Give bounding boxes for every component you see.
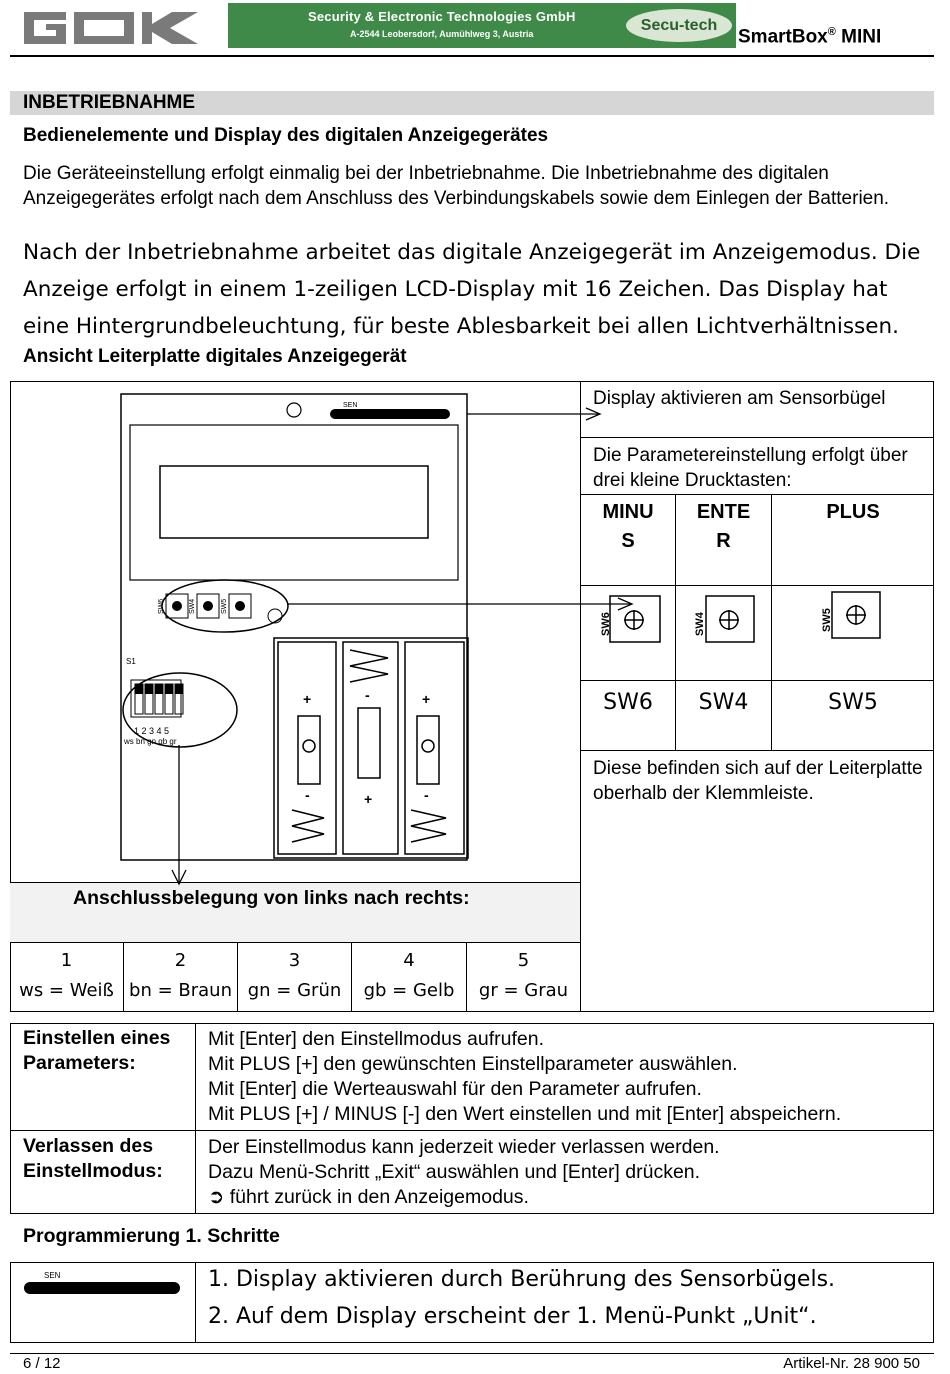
settings-label-exit: Verlassen des Einstellmodus: (23, 1135, 163, 1182)
svg-text:+: + (303, 691, 312, 707)
section-title: INBETRIEBNAHME (23, 92, 196, 113)
article-number: Artikel-Nr. 28 900 50 (783, 1355, 920, 1372)
sen-label: SEN (343, 402, 358, 409)
wire-color: gr = Grau (478, 980, 569, 1001)
svg-text:SW5: SW5 (221, 598, 228, 614)
pcb-view-title: Ansicht Leiterplatte digitales Anzeigegerät (23, 346, 407, 367)
wire-color: gb = Gelb (363, 980, 455, 1001)
subheading: Bedienelemente und Display des digitalen Anzeigegerätes (23, 125, 549, 146)
step-item: 2. Auf dem Display erscheint der 1. Menü-Punkt „Unit“. (208, 1304, 817, 1329)
location-note: Diese befinden sich auf der Leiterplatte oberhalb der Klemmleiste. (593, 758, 923, 804)
svg-text:-: - (424, 787, 429, 803)
footer-divider (10, 1353, 934, 1354)
svg-text:-: - (365, 687, 370, 703)
svg-text:SW6: SW6 (158, 598, 165, 614)
plus-button-label: PLUS (826, 501, 880, 523)
programming-title: Programmierung 1. Schritte (23, 1225, 280, 1247)
enter-button-label: ENTE R (696, 501, 751, 552)
step-item: 1. Display aktivieren durch Berührung des Sensorbügels. (208, 1267, 836, 1292)
settings-label-set: Einstellen eines Parameters: (23, 1027, 171, 1074)
settings-line: ➲ führt zurück in den Anzeigemodus. (208, 1186, 529, 1208)
minus-button-label: MINU S (602, 501, 654, 552)
sw6-label: SW6 (603, 690, 653, 715)
svg-text:+: + (422, 691, 431, 707)
secutech-logo: Secu-tech (626, 9, 732, 42)
wire-color: bn = Braun (129, 980, 232, 1001)
svg-text:SW5: SW5 (821, 608, 833, 632)
wire-number: 2 (174, 950, 187, 971)
settings-line: Mit [Enter] die Werteauswahl für den Parameter aufrufen. (208, 1078, 702, 1100)
company-address: A-2544 Leobersdorf, Aumühlweg 3, Austria (350, 29, 534, 39)
wire-color: ws = Weiß (19, 980, 114, 1001)
svg-text:1 2 3 4 5: 1 2 3 4 5 (134, 726, 170, 736)
svg-text:SW6: SW6 (600, 612, 612, 636)
svg-text:SEN: SEN (44, 1271, 61, 1280)
wire-number: 3 (288, 950, 301, 971)
sw5-label: SW5 (828, 690, 878, 715)
intro-paragraph: Die Geräteeinstellung erfolgt einmalig bei der Inbetriebnahme. Die Inbetriebnahme des digitalen Anzeigegerätes erfolgt nach dem Anschluss des Verbindungskabels sowie dem Einlegen der Batterien. (23, 163, 890, 209)
wiring-title: Anschlussbelegung von links nach rechts: (73, 887, 470, 909)
product-name: SmartBox® MINI (738, 26, 882, 48)
wire-number: 1 (60, 950, 73, 971)
settings-line: Dazu Menü-Schritt „Exit“ auswählen und [Enter] drücken. (208, 1161, 701, 1183)
wire-number: 4 (403, 950, 415, 971)
company-name: Security & Electronic Technologies GmbH (308, 9, 576, 24)
settings-line: Der Einstellmodus kann jederzeit wieder verlassen werden. (208, 1136, 720, 1158)
sw4-label: SW4 (698, 690, 749, 715)
page-number: 6 / 12 (23, 1355, 61, 1372)
svg-text:+: + (364, 791, 373, 807)
settings-line: Mit PLUS [+] / MINUS [-] den Wert einstellen und mit [Enter] abspeichern. (208, 1103, 842, 1125)
svg-text:SW4: SW4 (189, 598, 196, 614)
parameter-note: Die Parametereinstellung erfolgt über drei kleine Drucktasten: (593, 445, 908, 491)
wire-color: gn = Grün (247, 980, 342, 1001)
wire-number: 5 (517, 950, 530, 971)
svg-text:-: - (305, 787, 310, 803)
display-mode-paragraph: Nach der Inbetriebnahme arbeitet das digitale Anzeigegerät im Anzeigemodus. Die Anzeige erfolgt in einem 1-zeiligen LCD-Display mit 16 Zeichen. Das Display hat eine Hintergrundbeleuchtung, für beste Ablesbarkeit bei allen Lichtverhältnissen. (23, 240, 921, 339)
settings-line: Mit [Enter] den Einstellmodus aufrufen. (208, 1028, 545, 1050)
display-activate-note: Display aktivieren am Sensorbügel (593, 388, 886, 409)
svg-text:SW4: SW4 (694, 612, 706, 636)
svg-text:ws bn gn gb gr: ws bn gn gb gr (124, 737, 177, 746)
svg-text:S1: S1 (126, 657, 136, 666)
settings-line: Mit PLUS [+] den gewünschten Einstellparameter auswählen. (208, 1053, 738, 1075)
sensor-bar-icon (20, 1266, 185, 1302)
